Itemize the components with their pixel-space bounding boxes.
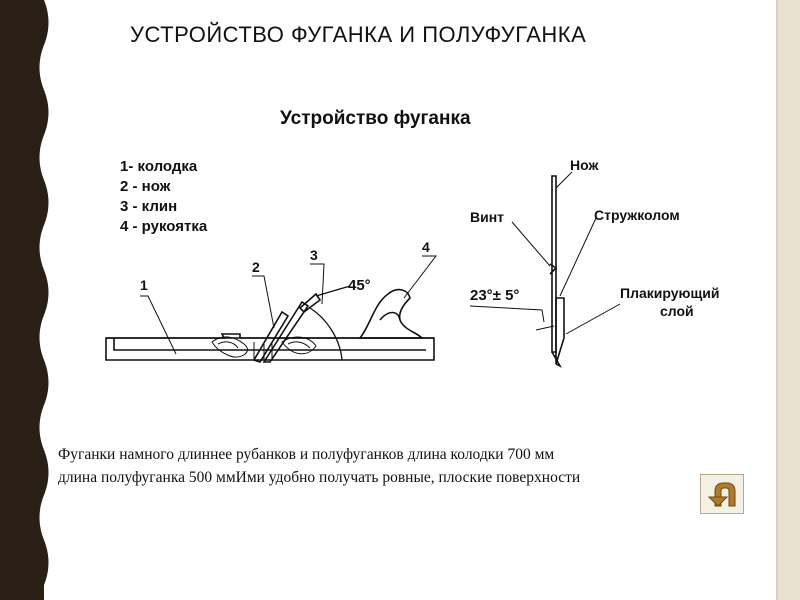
diagram-heading: Устройство фуганка [280,108,471,129]
plane-handle [360,290,422,338]
callout-1: 1 [140,277,148,293]
label-knife: Нож [570,157,599,173]
right-decorative-band [778,0,800,600]
angle-45-label: 45° [348,277,371,294]
blade-leaders [470,172,620,334]
return-button[interactable] [700,474,744,514]
legend-item-1: 1- колодка [120,158,198,175]
slide-title: УСТРОЙСТВО ФУГАНКА И ПОЛУФУГАНКА [130,22,587,47]
return-arrow-icon [701,475,743,513]
blade-section [550,176,564,366]
label-clad-2: слой [660,303,694,319]
left-decorative-band [0,0,60,600]
label-chipbreaker: Стружколом [594,207,680,223]
caption-line-2: длина полуфуганка 500 ммИми удобно получать ровные, плоские поверхности [58,469,581,486]
label-screw: Винт [470,209,505,225]
callout-4: 4 [422,239,430,255]
angle-45-arc [310,286,350,360]
legend-item-4: 4 - рукоятка [120,218,208,235]
label-clad-1: Плакирующий [620,285,720,301]
jointer-diagram [104,98,742,382]
legend-item-2: 2 - нож [120,178,171,195]
caption-line-1: Фуганки намного длиннее рубанков и полуфуганков длина колодки 700 мм [58,446,555,463]
callout-2: 2 [252,259,260,275]
callout-3: 3 [310,247,318,263]
legend-item-3: 3 - клин [120,198,178,215]
slide-caption [58,443,758,489]
angle-blade-label: 23°± 5° [470,287,520,304]
